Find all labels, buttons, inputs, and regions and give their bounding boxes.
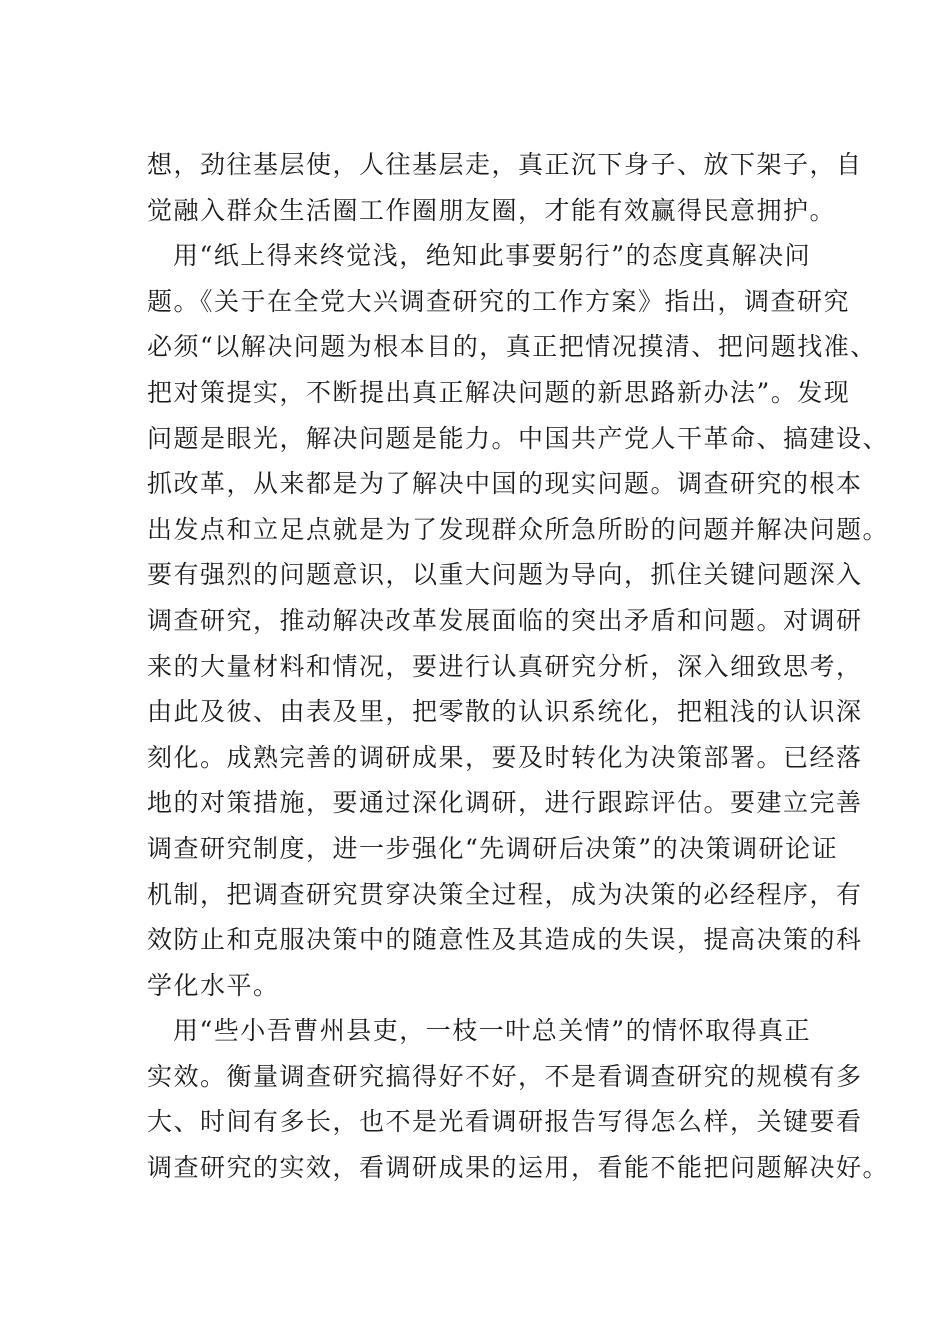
- text-line: 问题是眼光，解决问题是能力。中国共产党人干革命、搞建设、: [147, 423, 890, 453]
- text-line: 实效。衡量调查研究搞得好不好，不是看调查研究的规模有多: [147, 1061, 863, 1091]
- text-line: 机制，把调查研究贯穿决策全过程，成为决策的必经程序，有: [147, 879, 863, 909]
- text-line: 觉融入群众生活圈工作圈朋友圈，才能有效赢得民意拥护。: [147, 195, 837, 225]
- text-line: 想，劲往基层使，人往基层走，真正沉下身子、放下架子，自: [147, 150, 863, 179]
- text-line: 大、时间有多长，也不是光看调研报告写得怎么样，关键要看: [147, 1107, 863, 1137]
- text-line: 学化水平。: [147, 970, 280, 1000]
- text-line: 要有强烈的问题意识，以重大问题为导向，抓住关键问题深入: [147, 560, 863, 590]
- text-line: 来的大量材料和情况，要进行认真研究分析，深入细致思考，: [147, 651, 863, 681]
- text-line: 出发点和立足点就是为了发现群众所急所盼的问题并解决问题。: [147, 514, 890, 544]
- text-line: 由此及彼、由表及里，把零散的认识系统化，把粗浅的认识深: [147, 697, 863, 727]
- paragraph-first-line: 用“纸上得来终觉浅，绝知此事要躬行”的态度真解决问: [173, 241, 812, 271]
- text-line: 题。《关于在全党大兴调查研究的工作方案》指出，调查研究: [147, 286, 851, 316]
- text-line: 调查研究，推动解决改革发展面临的突出矛盾和问题。对调研: [147, 605, 863, 635]
- text-line: 调查研究制度，进一步强化“先调研后决策”的决策调研论证: [147, 833, 839, 863]
- paragraph-first-line: 用“些小吾曹州县吏，一枝一叶总关情”的情怀取得真正: [173, 1016, 812, 1046]
- text-line: 必须“以解决问题为根本目的，真正把情况摸清、把问题找准、: [147, 332, 877, 362]
- body-text: [147, 142, 890, 1191]
- text-line: 调查研究的实效，看调研成果的运用，看能不能把问题解决好。: [147, 1153, 890, 1183]
- text-line: 抓改革，从来都是为了解决中国的现实问题。调查研究的根本: [147, 469, 863, 499]
- text-line: 刻化。成熟完善的调研成果，要及时转化为决策部署。已经落: [147, 742, 863, 772]
- text-line: 效防止和克服决策中的随意性及其造成的失误，提高决策的科: [147, 925, 863, 955]
- text-line: 把对策提实，不断提出真正解决问题的新思路新办法”。发现: [147, 377, 851, 407]
- text-line: 地的对策措施，要通过深化调研，进行跟踪评估。要建立完善: [147, 788, 863, 818]
